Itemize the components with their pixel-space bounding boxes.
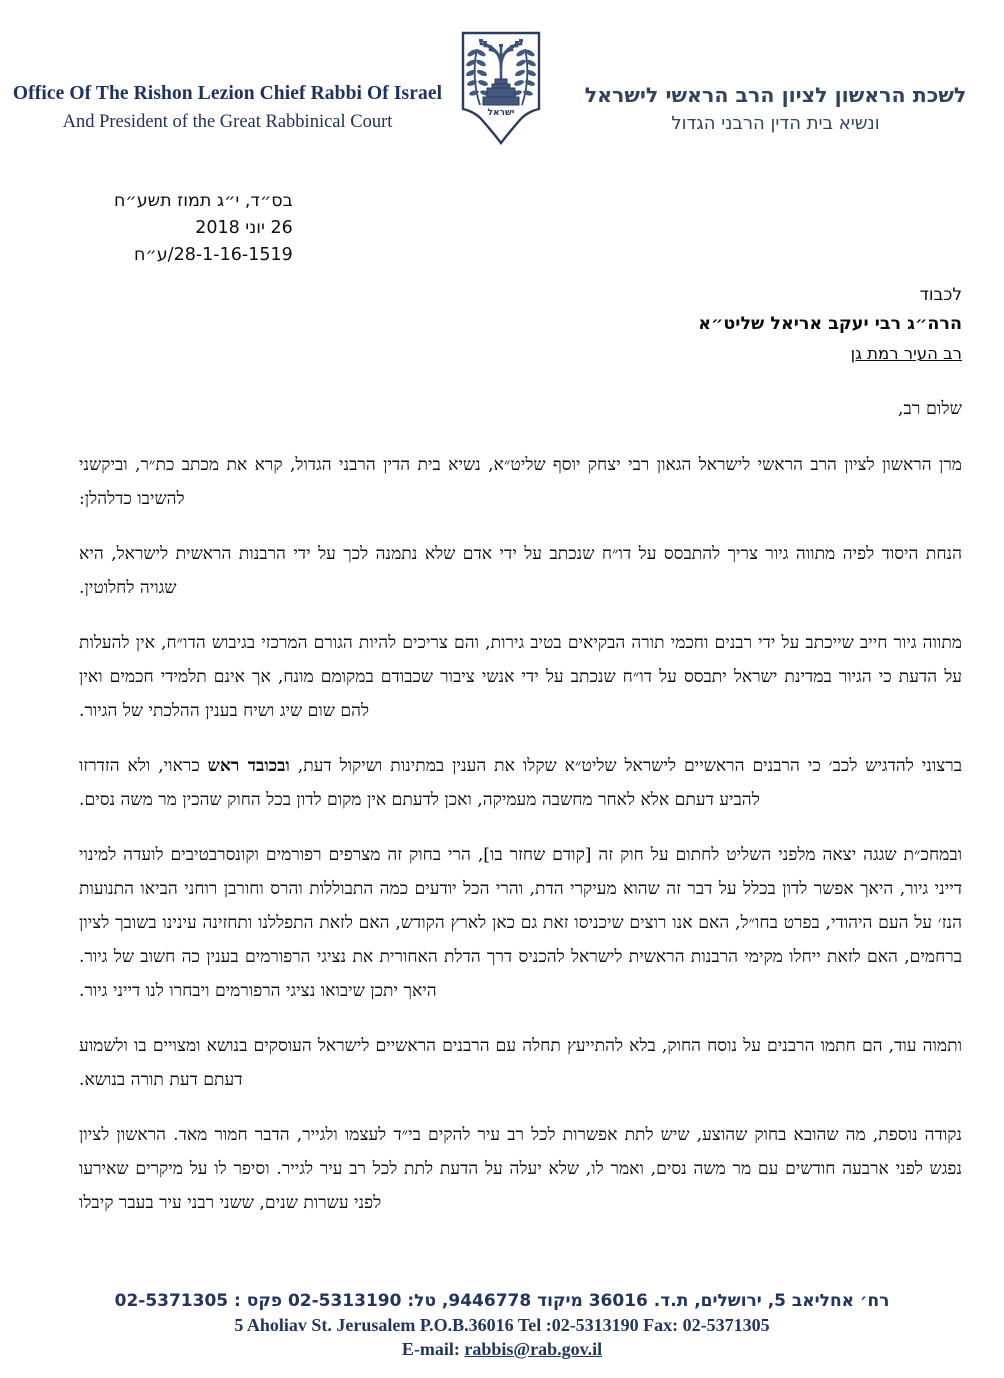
letter-paragraph-2: הנחת היסוד לפיה מתווה גיור צריך להתבסס על דו״ח שנכתב על ידי אדם שלא נתמנה לכך על ידי הרבנות הראשית לישראל, היא שגויה לחלוטין. <box>79 544 962 598</box>
letter-body <box>79 448 962 1241</box>
addressee-role: רב העיר רמת גן <box>850 344 962 363</box>
letterhead-hebrew-line1: לשכת הראשון לציון הרב הראשי לישראל <box>584 82 967 107</box>
letter-paragraph-4-part1: ברצוני להדגיש לכב׳ כי הרבנים הראשיים לישראל שליט״א שקלו את הענין במתינות ושיקול דעת, <box>289 756 962 776</box>
letterhead-english <box>0 41 455 133</box>
footer-email-line <box>0 1339 1004 1360</box>
reference-number: 28-1-16-1519/ע״ח <box>134 245 293 265</box>
footer-email-address[interactable]: rabbis@rab.gov.il <box>464 1339 603 1359</box>
emblem-of-israel-icon <box>455 27 547 147</box>
letter-footer <box>0 1291 1004 1360</box>
footer-address-english: 5 Aholiav St. Jerusalem P.O.B.36016 Tel :02-5313190 Fax: 02-5371305 <box>234 1315 770 1335</box>
letter-paragraph-4-part2: כראוי, ולא הזדרזו להביע דעתם אלא לאחר מחשבה מעמיקה, ואכן לדעתם אין מקום לדון בכל החוק שהכין מר משה נסים. <box>79 756 760 810</box>
letter-paragraph-7: נקודה נוספת, מה שהובא בחוק שהוצע, שיש לתת אפשרות לכל רב עיר להקים בי״ד לעצמו ולגייר, הדבר חמור מאד. הראשון לציון נפגש לפני ארבעה חודשים עם מר משה נסים, ואמר לו, שלא יעלה על הדעת לתת לכל רב עיר לגייר. וסיפר לו על מיקרים שאירעו לפני עשרות שנים, ששני רבני עיר בעבר קיבלו <box>79 1125 962 1213</box>
addressee-name: הרה״ג רבי יעקב אריאל שליט״א <box>698 314 962 334</box>
letterhead-hebrew-line2: ונשיא בית הדין הרבני הגדול <box>671 112 880 134</box>
letterhead-hebrew <box>547 41 1004 134</box>
addressee-salutation-to: לכבוד <box>919 285 962 305</box>
letterhead-english-line2: And President of the Great Rabbinical Court <box>62 112 393 132</box>
letter-salutation: שלום רב, <box>897 399 962 419</box>
letter-paragraph-1: מרן הראשון לציון הרב הראשי לישראל הגאון רבי יצחק יוסף שליט״א, נשיא בית הדין הרבני הגדול, קרא את מכתב כת״ר, וביקשני להשיבו כדלהלן: <box>79 455 962 509</box>
letter-paragraph-3: מתווה גיור חייב שייכתב על ידי רבנים וחכמי תורה הבקיאים בטיב גירות, והם צריכים להיות הגורם המרכזי בגיבוש הדו״ח, אין להעלות על הדעת כי הגיור במדינת ישראל יתבסס על דו״ח שנכתב על ידי אנשי ציבור שכבודם במקומם מונח, אך אינם תלמידי חכמים ואין להם שום שיג ושיח בענין ההלכתי של הגיור. <box>79 633 962 721</box>
letter-paragraph-6: ותמוה עוד, הם חתמו הרבנים על נוסח החוק, בלא להתייעץ תחלה עם הרבנים הראשיים לישראל העוסקים בנושא ומצויים בו ולשמוע דעתם דעת תורה בנושא. <box>79 1036 962 1090</box>
emblem-caption: ישראל <box>487 108 515 118</box>
gregorian-date: 26 יוני 2018 <box>195 218 293 238</box>
addressee-block <box>698 282 962 367</box>
letterhead-english-line1: Office Of The Rishon Lezion Chief Rabbi Of Israel <box>12 83 443 104</box>
hebrew-date: בס״ד, י״ג תמוז תשע״ח <box>114 191 293 211</box>
letterhead <box>0 22 1004 152</box>
date-block <box>114 188 293 269</box>
letter-paragraph-4-emphasis: ובכובד ראש <box>207 756 290 776</box>
letter-paragraph-4 <box>79 749 962 817</box>
letter-paragraph-5: ובמחכ״ת שגגה יצאה מלפני השליט לחתום על חוק זה [קודם שחזר בו], הרי בחוק זה מצרפים רפורמים וקונסרבטיבים לועדה למינוי דייני גיור, היאך אפשר לדון בכלל על דבר זה שהוא מעיקרי הדת, והרי הכל יודעים כמה התבוללות והרס וחורבן רוחני הביאו התנועות הנז׳ על העם היהודי, בפרט בחו״ל, האם אנו רוצים שיכניסו זאת גם כאן לארץ הקודש, האם לזאת התפללנו ותחזינה עינינו בשובך לציון ברחמים, האם לזאת ייחלו מקימי הרבנות הראשית לישראל להכניס דרך הדלת האחורית את נציגי הרפורמים בענין כה חשוב של גיור. היאך יתכן שיבואו נציגי הרפורמים ויבחרו לנו דייני גיור. <box>79 845 962 1001</box>
footer-address-hebrew: רח׳ אחליאב 5, ירושלים, ת.ד. 36016 מיקוד 9446778, טל: 02-5313190 פקס : 02-5371305 <box>114 1291 890 1311</box>
footer-email-label: E-mail: <box>401 1339 460 1359</box>
